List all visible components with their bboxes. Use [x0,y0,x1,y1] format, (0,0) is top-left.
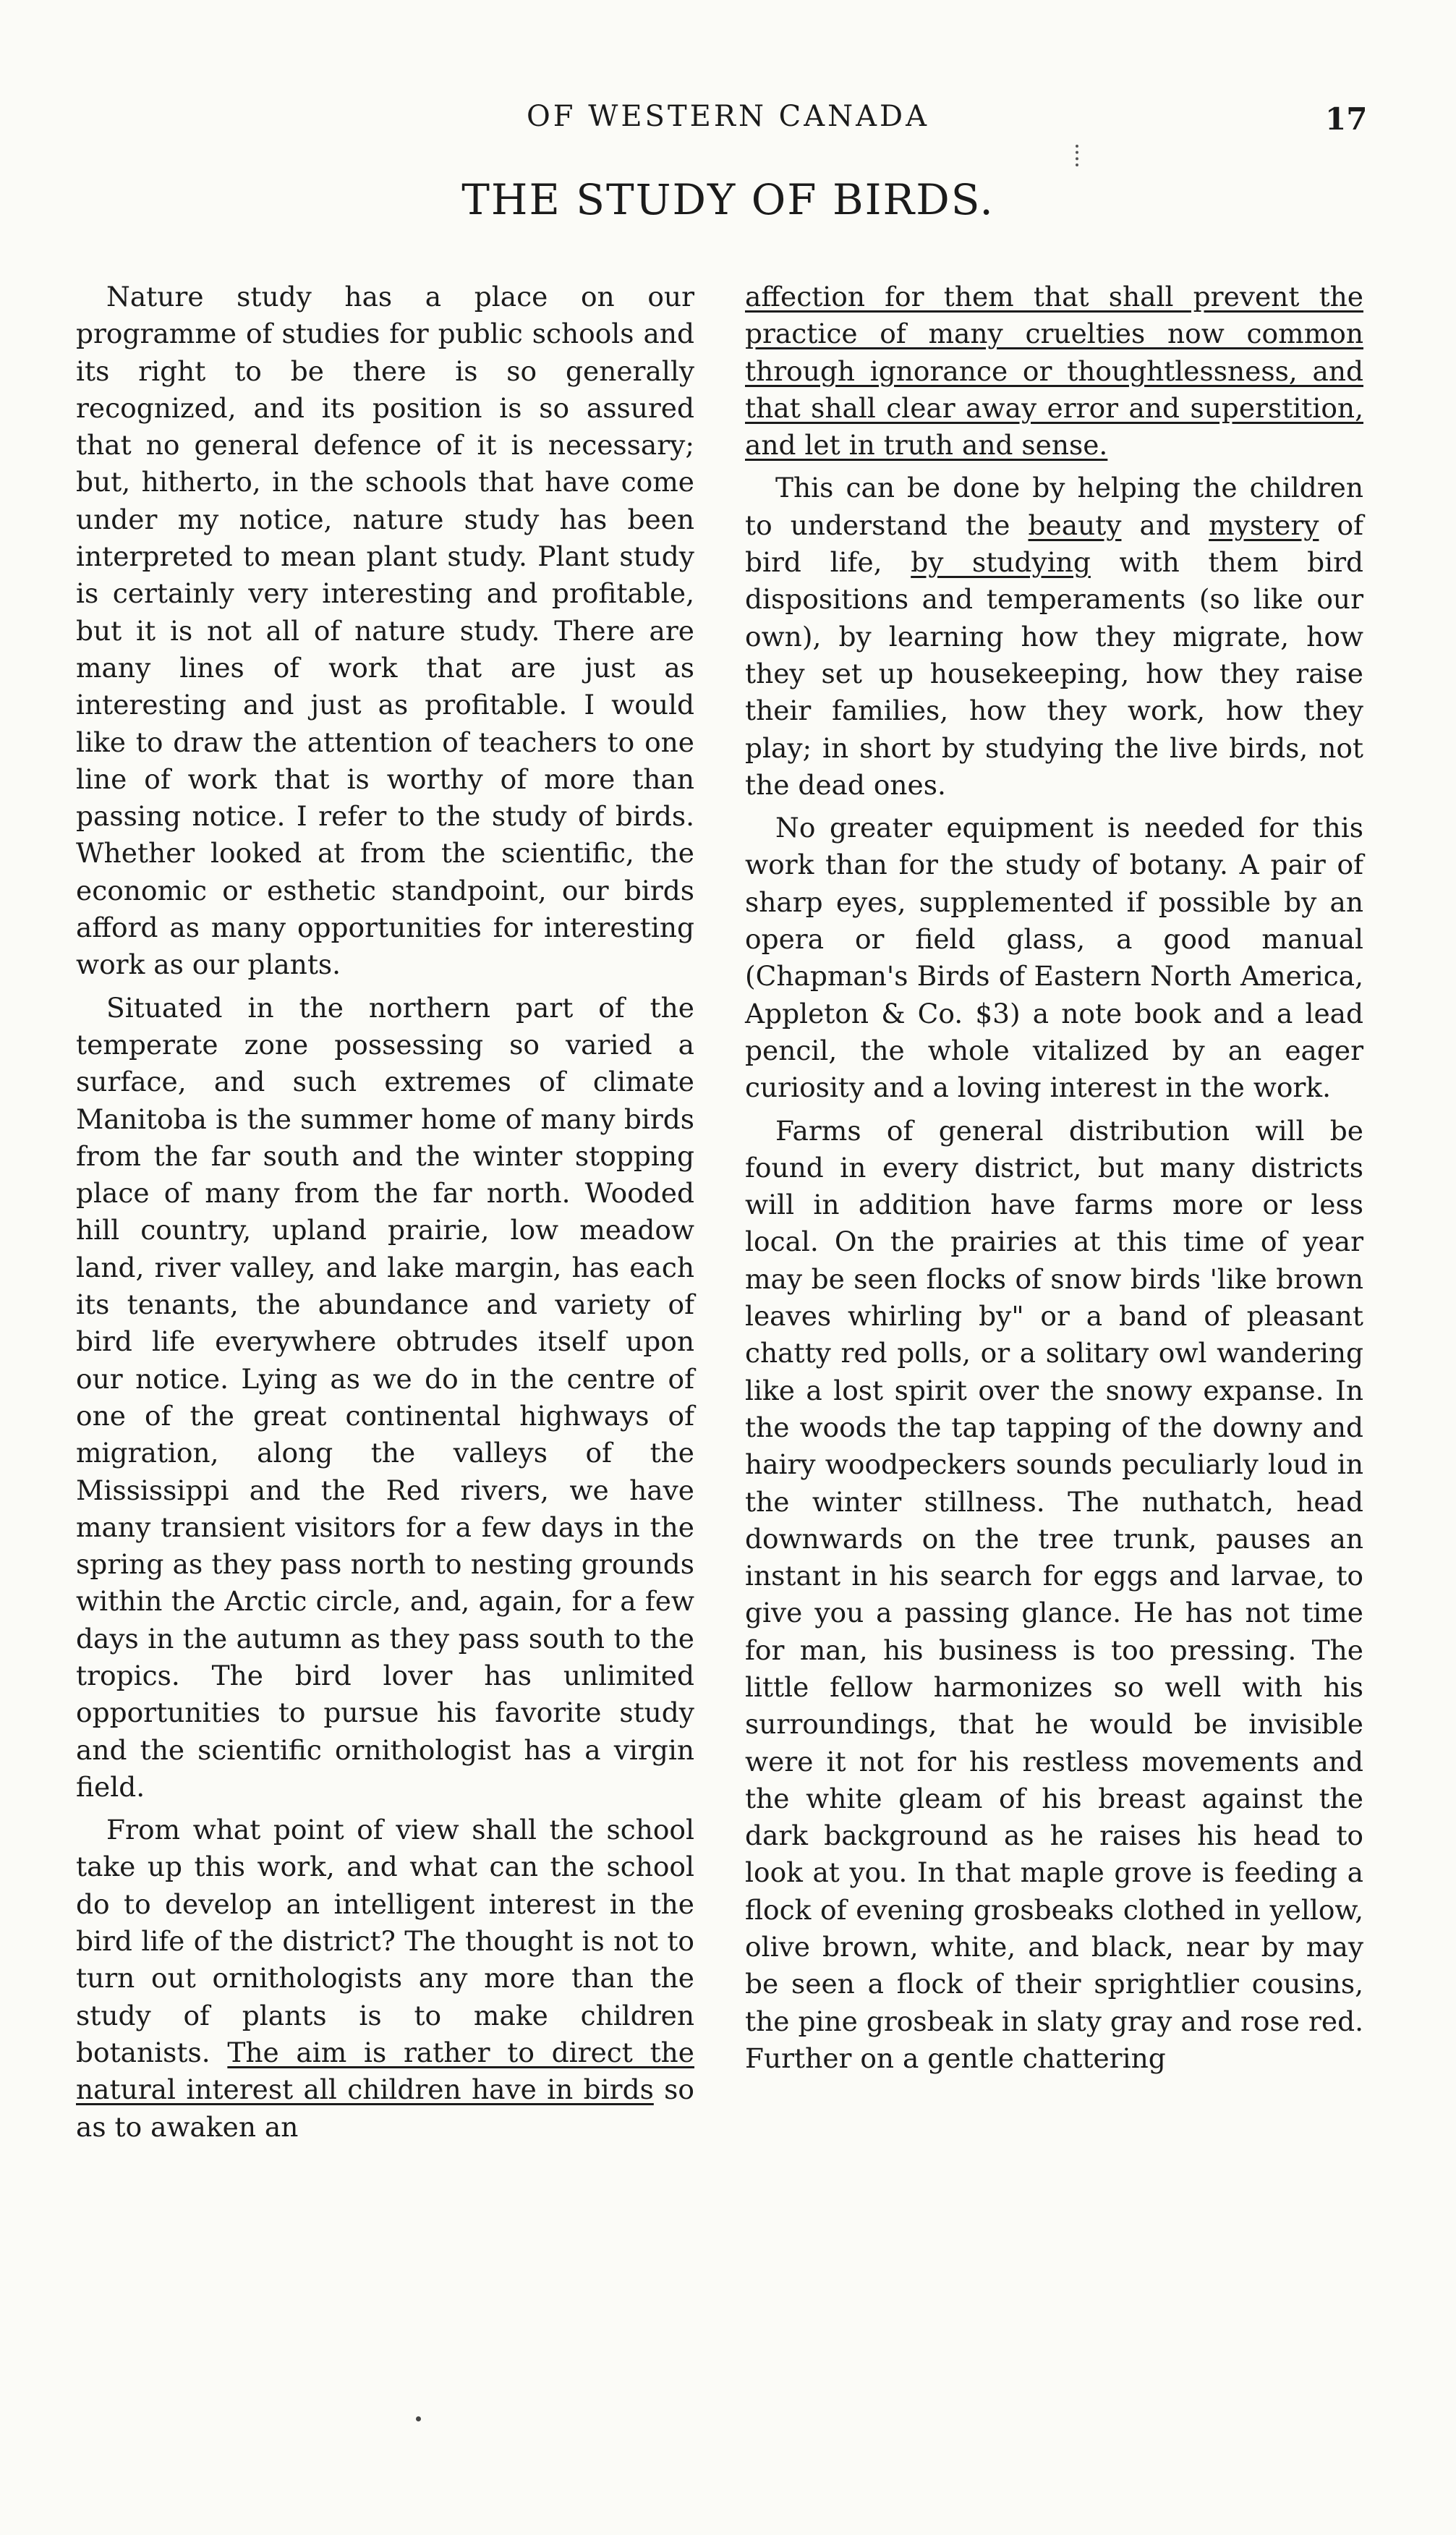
underlined-text: The aim is rather to direct the natural interest all children have in birds [76,2036,694,2106]
underlined-text: affection for them that shall prevent the practice of many cruelties now common through ignorance or thoughtlessness, and that shall clear away error and superstition, and let in truth and sense. [745,281,1363,462]
paragraph: Farms of general distribution will be found in every district, but many districts will in addition have farms more or less local. On the prairies at this time of year may be seen flocks of snow birds 'like brown leaves whirling by" or a band of pleasant chatty red polls, or a solitary owl wandering like a lost spirit over the snowy expanse. In the woods the tap tapping of the downy and hairy woodpeckers sounds peculiarly loud in the winter stillness. The nuthatch, head downwards on the tree trunk, pauses an instant in his search for eggs and larvae, to give you a passing glance. He has not time for man, his business is too pressing. The little fellow harmonizes so well with his surroundings, that he would be invisible were it not for his restless movements and the white gleam of his breast against the dark background as he raises his head to look at you. In that maple grove is feeding a flock of evening grosbeaks clothed in yellow, olive brown, white, and black, near by may be seen a flock of their sprightlier cousins, the pine grosbeak in slaty gray and rose red. Further on a gentle chattering [745,1114,1363,2074]
paragraph [745,279,1363,464]
margin-mark [1076,145,1082,166]
page-number: 17 [1325,101,1368,137]
left-column [76,279,694,2152]
underlined-text: mystery [1209,509,1319,541]
text-span: and [1121,509,1209,541]
text-span: with them bird dispositions and temperaments (so like our own), by learning how they migrate, how they set up housekeeping, how they raise their families, how they work, how they play; in short by studying the live birds, not the dead ones. [745,546,1364,801]
text-span: From what point of view shall the school take up this work, and what can the school do to develop an intelligent interest in the bird life of the district? The thought is not to turn out ornithologists any more than the study of plants is to make children botanists. [76,1814,694,2068]
text-span: of bird life, [745,509,1363,579]
text-span: This can be done by helping the children to understand the [745,472,1363,541]
article-title: THE STUDY OF BIRDS. [461,175,995,224]
paragraph: Situated in the northern part of the temperate zone possessing so varied a surface, and such extremes of climate Manitoba is the summer home of many birds from the far south and the winter stopping place of many from the far north. Wooded hill country, upland prairie, low meadow land, river valley, and lake margin, has each its tenants, the abundance and variety of bird life everywhere obtrudes itself upon our notice. Lying as we do in the centre of one of the great continental highways of migration, along the valleys of the Mississippi and the Red rivers, we have many transient visitors for a few days in the spring as they pass north to nesting grounds within the Arctic circle, and, again, for a few days in the autumn as they pass south to the tropics. The bird lover has unlimited opportunities to pursue his favorite study and the scientific ornithologist has a virgin field. [76,991,694,1803]
running-head: OF WESTERN CANADA [526,100,930,133]
stray-dot [416,2416,421,2421]
underlined-text: by studying [911,546,1091,579]
paragraph [76,1812,694,2146]
text-span: so as to awaken an [76,2073,694,2143]
right-column [745,279,1363,2083]
paragraph [745,470,1363,804]
paragraph: No greater equipment is needed for this work than for the study of botany. A pair of sharp eyes, supplemented if possible by an opera or field glass, a good manual (Chapman's Birds of Eastern North America, Appleton & Co. $3) a note book and a lead pencil, the whole vitalized by an eager curiosity and a loving interest in the work. [745,812,1363,1104]
paragraph: Nature study has a place on our programme of studies for public schools and its right to be there is so generally recognized, and its position is so assured that no general defence of it is necessary; but, hitherto, in the schools that have come under my notice, nature study has been interpreted to mean plant study. Plant study is certainly very interesting and profitable, but it is not all of nature study. There are many lines of work that are just as interesting and just as profitable. I would like to draw the attention of teachers to one line of work that is worthy of more than passing notice. I refer to the study of birds. Whether looked at from the scientific, the economic or esthetic standpoint, our birds afford as many opportunities for interesting work as our plants. [76,281,694,981]
underlined-text: beauty [1028,509,1122,541]
